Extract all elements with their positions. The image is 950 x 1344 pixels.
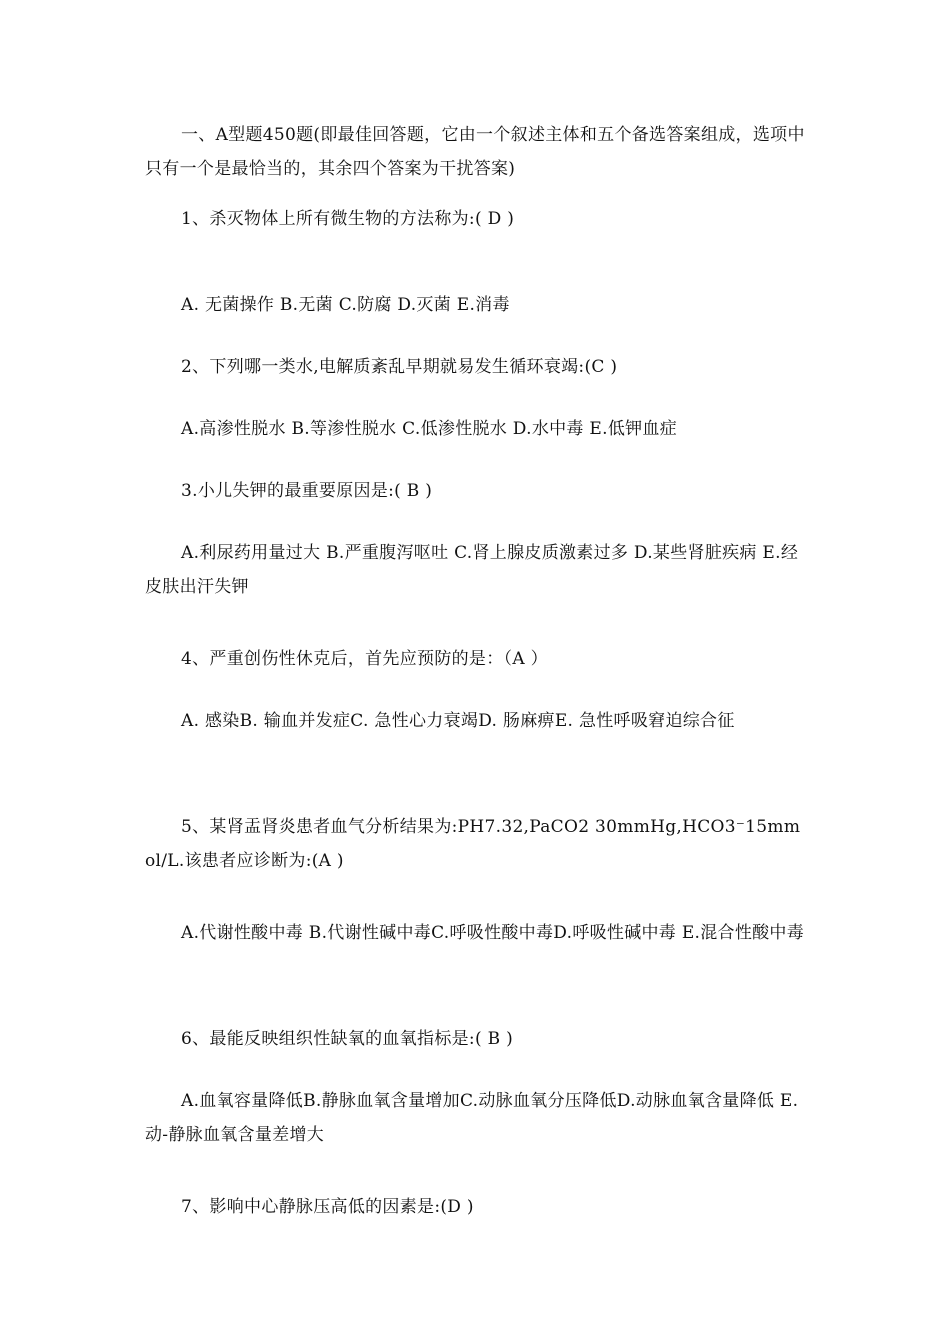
section-header: 一、A型题450题(即最佳回答题，它由一个叙述主体和五个备选答案组成，选项中只有一个是最恰当的，其余四个答案为干扰答案) <box>145 125 805 179</box>
question-6-options: A.血氧容量降低B.静脉血氧含量增加C.动脉血氧分压降低D.动脉血氧含量降低 E.动-静脉血氧含量差增大 <box>145 1091 799 1145</box>
question-1-stem: 1、杀灭物体上所有微生物的方法称为:( D ) <box>181 209 515 229</box>
question-5-options: A.代谢性酸中毒 B.代谢性碱中毒C.呼吸性酸中毒D.呼吸性碱中毒 E.混合性酸中毒 <box>181 923 805 943</box>
question-6-stem: 6、最能反映组织性缺氧的血氧指标是:( B ) <box>181 1029 514 1049</box>
question-1-options: A. 无菌操作 B.无菌 C.防腐 D.灭菌 E.消毒 <box>181 295 510 315</box>
question-2-stem: 2、下列哪一类水,电解质紊乱早期就易发生循环衰竭:(C ) <box>181 357 618 377</box>
question-2-options: A.高渗性脱水 B.等渗性脱水 C.低渗性脱水 D.水中毒 E.低钾血症 <box>181 419 678 439</box>
question-5-stem: 5、某肾盂肾炎患者血气分析结果为:PH7.32,PaCO2 30mmHg,HCO3⁻15mmol/L.该患者应诊断为:(A ) <box>145 817 801 871</box>
question-7-stem: 7、影响中心静脉压高低的因素是:(D ) <box>181 1197 474 1217</box>
question-3-stem: 3.小儿失钾的最重要原因是:( B ) <box>181 481 433 501</box>
question-4-stem: 4、严重创伤性休克后，首先应预防的是：（A ） <box>181 649 548 669</box>
question-3-options: A.利尿药用量过大 B.严重腹泻呕吐 C.肾上腺皮质激素过多 D.某些肾脏疾病 E.经皮肤出汗失钾 <box>145 543 799 597</box>
question-4-options: A. 感染B. 输血并发症C. 急性心力衰竭D. 肠麻痹E. 急性呼吸窘迫综合征 <box>181 711 735 731</box>
